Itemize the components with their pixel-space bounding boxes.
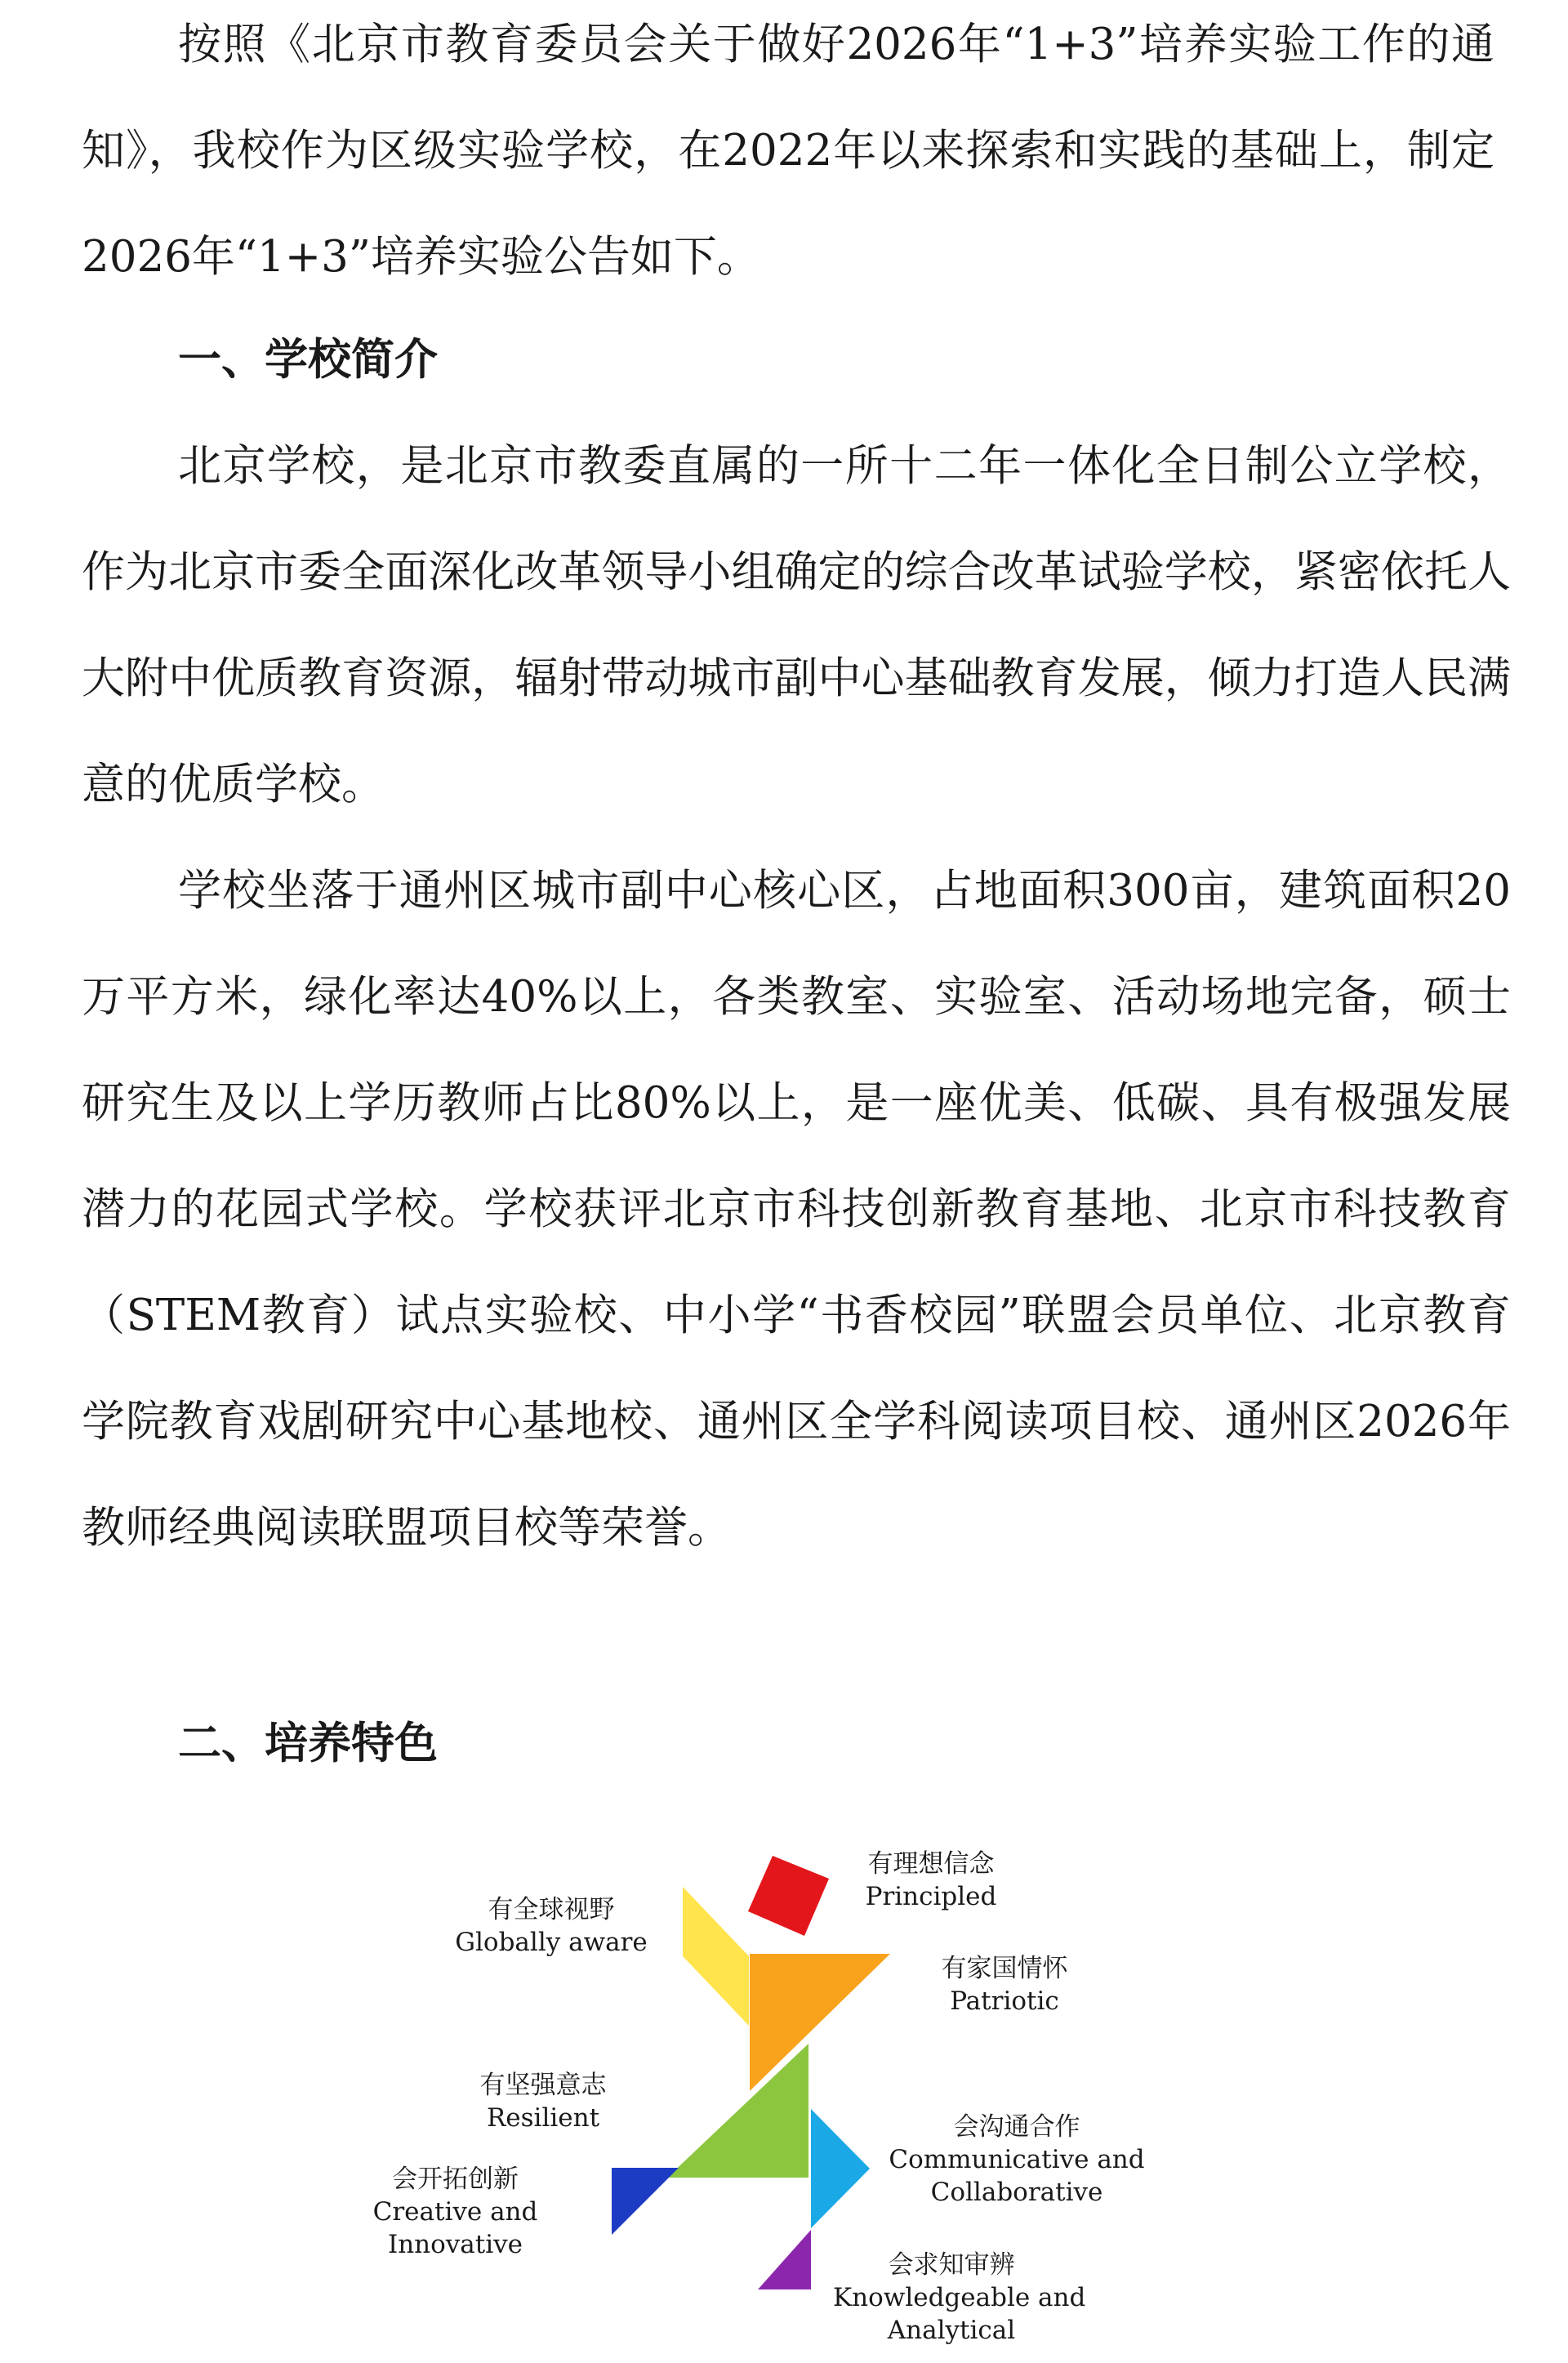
intro-paragraph: 按照《北京市教育委员会关于做好2026年“1+3”培养实验工作的通知》，我校作为区级实验学校，在2022年以来探索和实践的基础上，制定2026年“1+3”培养实验公告如下。: [82, 20, 1494, 282]
knowledgeable-label-en1: Knowledgeable and: [833, 2283, 1086, 2312]
principled-label: [825, 1848, 1037, 1913]
tangram-cyan-triangle: [811, 2109, 870, 2228]
resilient-label-en: Resilient: [486, 2103, 600, 2133]
school-facilities-paragraph: 学校坐落于通州区城市副中心核心区，占地面积300亩，建筑面积20万平方米，绿化率达40%以上，各类教室、实验室、活动场地完备，硕士研究生及以上学历教师占比80%以上，是一座优美、低碳、具有极强发展潜力的花园式学校。学校获评北京市科技创新教育基地、北京市科技教育（STEM教育）试点实验校、中小学“书香校园”联盟会员单位、北京教育学院教育戏剧研究中心基地校、通州区全学科阅读项目校、通州区2026年教师经典阅读联盟项目校等荣誉。: [82, 866, 1511, 1553]
globally-aware-label-en: Globally aware: [455, 1928, 648, 1957]
tangram-green-triangle: [667, 2044, 808, 2178]
principled-label-en: Principled: [865, 1882, 997, 1911]
tangram-orange-triangle: [750, 1954, 890, 2091]
globally-aware-label: [433, 1893, 670, 1959]
patriotic-label: [898, 1952, 1111, 2017]
knowledgeable-label-cn: 会求知审辨: [888, 2250, 1015, 2280]
section-heading-features: 二、培养特色: [178, 1719, 438, 1768]
communicative-label: [886, 2111, 1147, 2209]
patriotic-label-cn: 有家国情怀: [941, 1954, 1068, 1983]
resilient-label-cn: 有坚强意志: [479, 2071, 607, 2100]
section-heading-school-intro: 一、学校简介: [178, 335, 438, 385]
tangram-blue-triangle: [612, 2168, 679, 2235]
creative-label-cn: 会开拓创新: [392, 2165, 519, 2194]
knowledgeable-label-en2: Analytical: [887, 2316, 1016, 2345]
knowledgeable-label: [833, 2249, 1086, 2347]
tangram-purple-triangle: [758, 2230, 811, 2289]
resilient-label: [441, 2069, 645, 2134]
tangram-yellow-parallelogram: [683, 1887, 749, 2026]
patriotic-label-en: Patriotic: [950, 1986, 1059, 2016]
school-intro-paragraph: 北京学校，是北京市教委直属的一所十二年一体化全日制公立学校，作为北京市委全面深化改革领导小组确定的综合改革试验学校，紧密依托人大附中优质教育资源，辐射带动城市副中心基础教育发展，倾力打造人民满意的优质学校。: [82, 441, 1511, 809]
creative-label-en2: Innovative: [387, 2230, 523, 2259]
communicative-label-cn: 会沟通合作: [953, 2112, 1080, 2142]
creative-label: [355, 2163, 555, 2261]
globally-aware-label-cn: 有全球视野: [488, 1895, 615, 1924]
principled-label-cn: 有理想信念: [867, 1849, 995, 1879]
communicative-label-en2: Collaborative: [930, 2178, 1103, 2207]
communicative-label-en1: Communicative and: [889, 2145, 1145, 2174]
tangram-red-square: [748, 1856, 829, 1936]
creative-label-en1: Creative and: [372, 2197, 538, 2227]
